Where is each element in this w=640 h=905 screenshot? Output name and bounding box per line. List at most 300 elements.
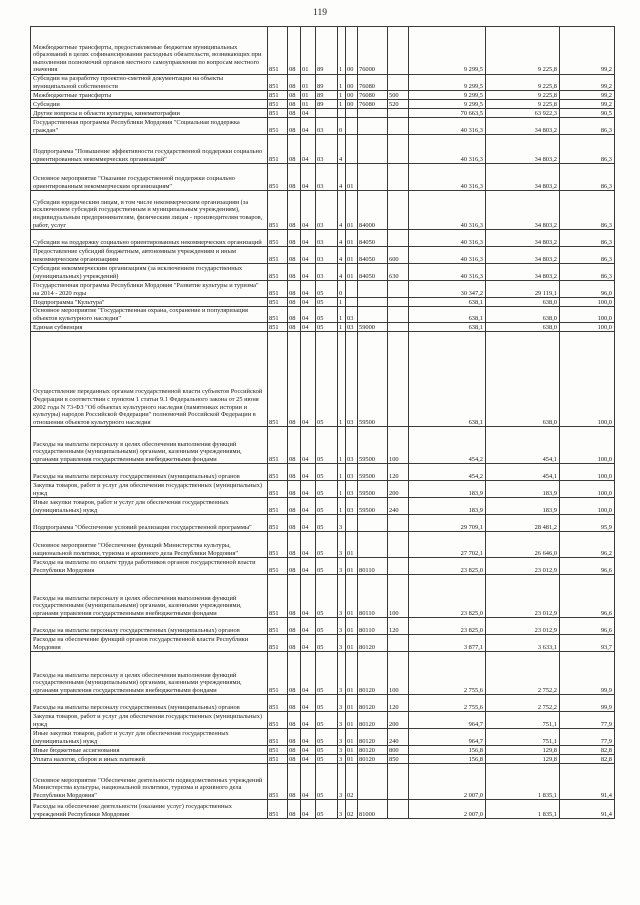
event-code-cell: 01: [346, 191, 358, 230]
direction-code-cell: 84050: [358, 247, 388, 264]
subsection-code-cell: 04: [301, 109, 316, 118]
execution-percent-cell: 86,3: [560, 264, 615, 281]
executed-amount-cell: 3 633,1: [486, 635, 560, 652]
program-code-cell: 05: [316, 558, 338, 575]
execution-percent-cell: 100,0: [560, 332, 615, 427]
executed-amount-cell: 129,8: [486, 746, 560, 755]
execution-percent-cell: 77,9: [560, 712, 615, 729]
expense-type-code-cell: [388, 323, 409, 332]
event-code-cell: [346, 298, 358, 307]
subprogram-code-cell: 4: [338, 247, 346, 264]
subprogram-code-cell: 3: [338, 575, 346, 618]
description-cell: Иные бюджетные ассигнования: [31, 746, 268, 755]
description-cell: Субсидии юридическим лицам, в том числе некоммерческим организациям (за исключением субсидий государственным и муниципальным учреждениям), индивидуальным предпринимателям, физическим лицам - производителям товаров, работ, услуг: [31, 191, 268, 230]
planned-amount-cell: 30 347,2: [409, 281, 486, 298]
event-code-cell: [346, 135, 358, 164]
event-code-cell: 03: [346, 323, 358, 332]
execution-percent-cell: 100,0: [560, 323, 615, 332]
program-code-cell: 05: [316, 800, 338, 819]
section-code-cell: 08: [288, 635, 301, 652]
program-code-cell: 03: [316, 118, 338, 135]
event-code-cell: 03: [346, 332, 358, 427]
section-code-cell: 08: [288, 164, 301, 191]
subprogram-code-cell: 1: [338, 323, 346, 332]
expense-type-code-cell: [388, 230, 409, 247]
section-code-cell: 08: [288, 100, 301, 109]
subprogram-code-cell: 1: [338, 481, 346, 498]
grbs-code-cell: 851: [268, 164, 288, 191]
section-code-cell: 08: [288, 712, 301, 729]
event-code-cell: 01: [346, 729, 358, 746]
subsection-code-cell: 04: [301, 332, 316, 427]
execution-percent-cell: 86,3: [560, 191, 615, 230]
direction-code-cell: [358, 764, 388, 800]
executed-amount-cell: 1 835,1: [486, 764, 560, 800]
subsection-code-cell: 04: [301, 712, 316, 729]
event-code-cell: 01: [346, 230, 358, 247]
planned-amount-cell: 29 709,1: [409, 515, 486, 532]
expense-type-code-cell: 500: [388, 91, 409, 100]
direction-code-cell: [358, 281, 388, 298]
grbs-code-cell: 851: [268, 695, 288, 712]
grbs-code-cell: 851: [268, 91, 288, 100]
direction-code-cell: 80120: [358, 652, 388, 695]
direction-code-cell: 80120: [358, 746, 388, 755]
planned-amount-cell: 964,7: [409, 729, 486, 746]
program-code-cell: 05: [316, 712, 338, 729]
program-code-cell: 05: [316, 281, 338, 298]
budget-table: [30, 26, 615, 819]
expense-type-code-cell: [388, 332, 409, 427]
subsection-code-cell: 04: [301, 618, 316, 635]
expense-type-code-cell: [388, 298, 409, 307]
executed-amount-cell: 34 803,2: [486, 118, 560, 135]
program-code-cell: 05: [316, 729, 338, 746]
planned-amount-cell: 40 316,3: [409, 264, 486, 281]
planned-amount-cell: 638,1: [409, 332, 486, 427]
subsection-code-cell: 04: [301, 164, 316, 191]
description-cell: Межбюджетные трансферты, предоставляемые бюджетам муниципальных образований в целях софинансирования расходных обязательств, возникающих при выполнении полномочий органов местного самоуправления по вопросам местного значения: [31, 27, 268, 75]
section-code-cell: 08: [288, 281, 301, 298]
planned-amount-cell: 183,9: [409, 498, 486, 515]
description-cell: Единая субвенция: [31, 323, 268, 332]
table-row: [31, 91, 615, 100]
table-row: [31, 498, 615, 515]
executed-amount-cell: 34 803,2: [486, 264, 560, 281]
expense-type-code-cell: [388, 135, 409, 164]
direction-code-cell: 59500: [358, 498, 388, 515]
executed-amount-cell: 9 225,8: [486, 100, 560, 109]
planned-amount-cell: 2 007,0: [409, 800, 486, 819]
executed-amount-cell: 751,1: [486, 729, 560, 746]
grbs-code-cell: 851: [268, 264, 288, 281]
execution-percent-cell: 82,8: [560, 755, 615, 764]
description-cell: Иные закупки товаров, работ и услуг для обеспечения государственных (муниципальных) нужд: [31, 729, 268, 746]
event-code-cell: 01: [346, 755, 358, 764]
table-row: [31, 298, 615, 307]
description-cell: Субсидии некоммерческим организациям (за исключением государственных (муниципальных) учреждений): [31, 264, 268, 281]
table-row: [31, 332, 615, 427]
expense-type-code-cell: 100: [388, 427, 409, 464]
expense-type-code-cell: 100: [388, 575, 409, 618]
subsection-code-cell: 04: [301, 323, 316, 332]
event-code-cell: 03: [346, 464, 358, 481]
expense-type-code-cell: [388, 118, 409, 135]
subprogram-code-cell: 1: [338, 332, 346, 427]
subprogram-code-cell: 3: [338, 800, 346, 819]
subprogram-code-cell: 1: [338, 464, 346, 481]
section-code-cell: 08: [288, 498, 301, 515]
description-cell: Расходы на обеспечение функций органов государственной власти Республики Мордовия: [31, 635, 268, 652]
subprogram-code-cell: 1: [338, 75, 346, 91]
expense-type-code-cell: 120: [388, 695, 409, 712]
grbs-code-cell: 851: [268, 800, 288, 819]
subsection-code-cell: 04: [301, 427, 316, 464]
direction-code-cell: 59500: [358, 427, 388, 464]
direction-code-cell: [358, 515, 388, 532]
direction-code-cell: 80120: [358, 635, 388, 652]
expense-type-code-cell: 120: [388, 618, 409, 635]
grbs-code-cell: 851: [268, 746, 288, 755]
table-row: [31, 635, 615, 652]
direction-code-cell: 80120: [358, 755, 388, 764]
executed-amount-cell: 23 012,9: [486, 575, 560, 618]
planned-amount-cell: 40 316,3: [409, 135, 486, 164]
section-code-cell: 08: [288, 464, 301, 481]
direction-code-cell: [358, 118, 388, 135]
grbs-code-cell: 851: [268, 764, 288, 800]
event-code-cell: [346, 515, 358, 532]
subprogram-code-cell: 1: [338, 100, 346, 109]
expense-type-code-cell: [388, 164, 409, 191]
execution-percent-cell: 86,3: [560, 247, 615, 264]
planned-amount-cell: 40 316,3: [409, 118, 486, 135]
table-row: [31, 532, 615, 558]
program-code-cell: 89: [316, 27, 338, 75]
table-row: [31, 729, 615, 746]
grbs-code-cell: 851: [268, 307, 288, 323]
table-row: [31, 230, 615, 247]
subsection-code-cell: 04: [301, 532, 316, 558]
execution-percent-cell: 86,3: [560, 118, 615, 135]
direction-code-cell: 80110: [358, 575, 388, 618]
grbs-code-cell: 851: [268, 729, 288, 746]
description-cell: Закупка товаров, работ и услуг для обеспечения государственных (муниципальных) нужд: [31, 481, 268, 498]
event-code-cell: 02: [346, 800, 358, 819]
table-row: [31, 618, 615, 635]
program-code-cell: 05: [316, 532, 338, 558]
planned-amount-cell: 9 299,5: [409, 91, 486, 100]
expense-type-code-cell: [388, 558, 409, 575]
subsection-code-cell: 04: [301, 191, 316, 230]
table-row: [31, 427, 615, 464]
description-cell: Государственная программа Республики Мордовия "Социальная поддержка граждан": [31, 118, 268, 135]
table-row: [31, 695, 615, 712]
event-code-cell: [346, 118, 358, 135]
event-code-cell: 01: [346, 164, 358, 191]
planned-amount-cell: 3 877,1: [409, 635, 486, 652]
grbs-code-cell: 851: [268, 558, 288, 575]
planned-amount-cell: 454,2: [409, 464, 486, 481]
subprogram-code-cell: 3: [338, 746, 346, 755]
subsection-code-cell: 04: [301, 635, 316, 652]
event-code-cell: 01: [346, 695, 358, 712]
planned-amount-cell: 638,1: [409, 323, 486, 332]
grbs-code-cell: 851: [268, 652, 288, 695]
subsection-code-cell: 04: [301, 298, 316, 307]
description-cell: Основное мероприятие "Государственная охрана, сохранение и популяризация объектов культурного наследия": [31, 307, 268, 323]
direction-code-cell: 84050: [358, 230, 388, 247]
expense-type-code-cell: 120: [388, 464, 409, 481]
section-code-cell: 08: [288, 755, 301, 764]
subsection-code-cell: 04: [301, 118, 316, 135]
table-row: [31, 755, 615, 764]
subsection-code-cell: 01: [301, 100, 316, 109]
direction-code-cell: 59500: [358, 332, 388, 427]
description-cell: Расходы на выплаты персоналу в целях обеспечения выполнения функций государственными (муниципальными) органами, казенными учреждениями, органами управления государственными внебюджетными фондами: [31, 427, 268, 464]
planned-amount-cell: 156,8: [409, 746, 486, 755]
direction-code-cell: [358, 135, 388, 164]
table-row: [31, 247, 615, 264]
direction-code-cell: 84000: [358, 191, 388, 230]
subprogram-code-cell: 0: [338, 281, 346, 298]
grbs-code-cell: 851: [268, 481, 288, 498]
section-code-cell: 08: [288, 191, 301, 230]
subprogram-code-cell: 3: [338, 764, 346, 800]
subprogram-code-cell: 3: [338, 729, 346, 746]
executed-amount-cell: 129,8: [486, 755, 560, 764]
subsection-code-cell: 04: [301, 515, 316, 532]
description-cell: Предоставление субсидий бюджетным, автономным учреждениям и иным некоммерческим организациям: [31, 247, 268, 264]
subprogram-code-cell: 1: [338, 498, 346, 515]
program-code-cell: 03: [316, 135, 338, 164]
planned-amount-cell: 40 316,3: [409, 164, 486, 191]
grbs-code-cell: 851: [268, 464, 288, 481]
grbs-code-cell: 851: [268, 100, 288, 109]
executed-amount-cell: 34 803,2: [486, 135, 560, 164]
table-row: [31, 746, 615, 755]
table-row: [31, 118, 615, 135]
execution-percent-cell: 99,2: [560, 75, 615, 91]
table-row: [31, 164, 615, 191]
program-code-cell: 03: [316, 164, 338, 191]
subprogram-code-cell: [338, 109, 346, 118]
section-code-cell: 08: [288, 532, 301, 558]
expense-type-code-cell: 520: [388, 100, 409, 109]
event-code-cell: 03: [346, 498, 358, 515]
direction-code-cell: 76000: [358, 27, 388, 75]
planned-amount-cell: 964,7: [409, 712, 486, 729]
executed-amount-cell: 183,9: [486, 498, 560, 515]
program-code-cell: 89: [316, 100, 338, 109]
execution-percent-cell: 96,6: [560, 575, 615, 618]
table-row: [31, 764, 615, 800]
direction-code-cell: 76080: [358, 91, 388, 100]
section-code-cell: 08: [288, 515, 301, 532]
direction-code-cell: [358, 109, 388, 118]
description-cell: Закупка товаров, работ и услуг для обеспечения государственных (муниципальных) нужд: [31, 712, 268, 729]
table-row: [31, 515, 615, 532]
program-code-cell: 05: [316, 746, 338, 755]
planned-amount-cell: 156,8: [409, 755, 486, 764]
planned-amount-cell: 70 663,5: [409, 109, 486, 118]
planned-amount-cell: 454,2: [409, 427, 486, 464]
direction-code-cell: [358, 307, 388, 323]
program-code-cell: 05: [316, 298, 338, 307]
section-code-cell: 08: [288, 247, 301, 264]
executed-amount-cell: 1 835,1: [486, 800, 560, 819]
description-cell: Государственная программа Республики Мордовия "Развитие культуры и туризма" на 2014 - 2020 годы: [31, 281, 268, 298]
section-code-cell: 08: [288, 323, 301, 332]
grbs-code-cell: 851: [268, 135, 288, 164]
section-code-cell: 08: [288, 558, 301, 575]
subprogram-code-cell: 1: [338, 91, 346, 100]
grbs-code-cell: 851: [268, 230, 288, 247]
executed-amount-cell: 28 481,2: [486, 515, 560, 532]
subprogram-code-cell: 3: [338, 558, 346, 575]
direction-code-cell: 76080: [358, 100, 388, 109]
subprogram-code-cell: 1: [338, 307, 346, 323]
grbs-code-cell: 851: [268, 191, 288, 230]
execution-percent-cell: 100,0: [560, 427, 615, 464]
section-code-cell: 08: [288, 332, 301, 427]
table-row: [31, 464, 615, 481]
execution-percent-cell: 99,2: [560, 27, 615, 75]
program-code-cell: 05: [316, 307, 338, 323]
executed-amount-cell: 454,1: [486, 427, 560, 464]
program-code-cell: 05: [316, 332, 338, 427]
section-code-cell: 08: [288, 764, 301, 800]
subsection-code-cell: 04: [301, 135, 316, 164]
table-row: [31, 264, 615, 281]
direction-code-cell: [358, 164, 388, 191]
subsection-code-cell: 04: [301, 575, 316, 618]
execution-percent-cell: 91,4: [560, 800, 615, 819]
description-cell: Расходы на выплаты персоналу государственных (муниципальных) органов: [31, 695, 268, 712]
executed-amount-cell: 638,0: [486, 332, 560, 427]
subprogram-code-cell: 3: [338, 515, 346, 532]
subprogram-code-cell: 4: [338, 135, 346, 164]
description-cell: Основное мероприятие "Обеспечение функций Министерства культуры, национальной политики, туризма и архивного дела Республики Мордовия": [31, 532, 268, 558]
program-code-cell: 05: [316, 427, 338, 464]
section-code-cell: 08: [288, 652, 301, 695]
subsection-code-cell: 04: [301, 800, 316, 819]
direction-code-cell: 80110: [358, 558, 388, 575]
expense-type-code-cell: 200: [388, 481, 409, 498]
execution-percent-cell: 90,5: [560, 109, 615, 118]
section-code-cell: 08: [288, 427, 301, 464]
expense-type-code-cell: 100: [388, 652, 409, 695]
program-code-cell: 05: [316, 323, 338, 332]
planned-amount-cell: 23 825,0: [409, 558, 486, 575]
event-code-cell: 00: [346, 91, 358, 100]
expense-type-code-cell: [388, 281, 409, 298]
table-row: [31, 191, 615, 230]
expense-type-code-cell: 240: [388, 498, 409, 515]
subprogram-code-cell: 3: [338, 695, 346, 712]
table-row: [31, 712, 615, 729]
program-code-cell: 05: [316, 635, 338, 652]
subsection-code-cell: 04: [301, 247, 316, 264]
grbs-code-cell: 851: [268, 109, 288, 118]
section-code-cell: 08: [288, 230, 301, 247]
event-code-cell: 01: [346, 635, 358, 652]
executed-amount-cell: 9 225,8: [486, 75, 560, 91]
subsection-code-cell: 04: [301, 230, 316, 247]
executed-amount-cell: 454,1: [486, 464, 560, 481]
execution-percent-cell: 96,0: [560, 281, 615, 298]
description-cell: Расходы на выплаты персоналу государственных (муниципальных) органов: [31, 464, 268, 481]
grbs-code-cell: 851: [268, 532, 288, 558]
grbs-code-cell: 851: [268, 515, 288, 532]
planned-amount-cell: 638,1: [409, 298, 486, 307]
expense-type-code-cell: [388, 307, 409, 323]
table-row: [31, 800, 615, 819]
executed-amount-cell: 23 012,9: [486, 558, 560, 575]
description-cell: Другие вопросы в области культуры, кинематографии: [31, 109, 268, 118]
executed-amount-cell: 9 225,8: [486, 27, 560, 75]
program-code-cell: 05: [316, 464, 338, 481]
description-cell: Основное мероприятие "Обеспечение деятельности подведомственных учреждений Министерства культуры, национальной политики, туризма и архивного дела Республики Мордовия": [31, 764, 268, 800]
subprogram-code-cell: 1: [338, 298, 346, 307]
description-cell: Субсидии: [31, 100, 268, 109]
direction-code-cell: 59500: [358, 464, 388, 481]
execution-percent-cell: 86,3: [560, 230, 615, 247]
subprogram-code-cell: 3: [338, 712, 346, 729]
event-code-cell: 01: [346, 712, 358, 729]
execution-percent-cell: 82,8: [560, 746, 615, 755]
program-code-cell: 03: [316, 230, 338, 247]
executed-amount-cell: 34 803,2: [486, 230, 560, 247]
section-code-cell: 08: [288, 307, 301, 323]
table-row: [31, 575, 615, 618]
expense-type-code-cell: [388, 764, 409, 800]
subprogram-code-cell: 0: [338, 118, 346, 135]
subprogram-code-cell: 4: [338, 264, 346, 281]
table-row: [31, 75, 615, 91]
event-code-cell: 01: [346, 746, 358, 755]
planned-amount-cell: 27 702,1: [409, 532, 486, 558]
subprogram-code-cell: 4: [338, 230, 346, 247]
executed-amount-cell: 34 803,2: [486, 247, 560, 264]
event-code-cell: 03: [346, 307, 358, 323]
grbs-code-cell: 851: [268, 118, 288, 135]
event-code-cell: 01: [346, 532, 358, 558]
executed-amount-cell: 26 646,0: [486, 532, 560, 558]
subprogram-code-cell: 3: [338, 532, 346, 558]
grbs-code-cell: 851: [268, 427, 288, 464]
subsection-code-cell: 04: [301, 264, 316, 281]
event-code-cell: 01: [346, 247, 358, 264]
subprogram-code-cell: 3: [338, 635, 346, 652]
subsection-code-cell: 04: [301, 652, 316, 695]
section-code-cell: 08: [288, 135, 301, 164]
subsection-code-cell: 04: [301, 746, 316, 755]
section-code-cell: 08: [288, 746, 301, 755]
planned-amount-cell: 9 299,5: [409, 27, 486, 75]
event-code-cell: [346, 281, 358, 298]
execution-percent-cell: 99,2: [560, 91, 615, 100]
executed-amount-cell: 638,0: [486, 298, 560, 307]
table-row: [31, 109, 615, 118]
execution-percent-cell: 95,9: [560, 515, 615, 532]
execution-percent-cell: 96,6: [560, 558, 615, 575]
execution-percent-cell: 91,4: [560, 764, 615, 800]
expense-type-code-cell: [388, 800, 409, 819]
description-cell: Межбюджетные трансферты: [31, 91, 268, 100]
program-code-cell: 89: [316, 91, 338, 100]
execution-percent-cell: 99,2: [560, 100, 615, 109]
